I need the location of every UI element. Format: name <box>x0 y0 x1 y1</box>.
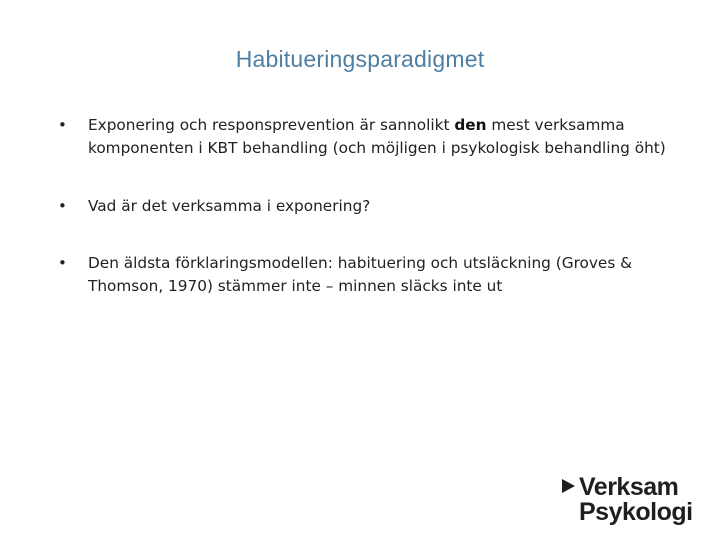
slide-title: Habitueringsparadigmet <box>235 46 485 72</box>
bullet-text-part: mest verksamma komponenten i KBT behandling (och möjligen i psykologisk behandling öht) <box>88 116 666 157</box>
bullet-item-forklaringsmodell <box>58 252 678 298</box>
bullet-text: Vad är det verksamma i exponering? <box>88 197 371 215</box>
logo-text-line1: Verksam <box>579 473 679 501</box>
bullet-marker: • <box>58 116 67 134</box>
bullet-list <box>58 114 678 298</box>
bullet-text-part: Exponering och responsprevention är sannolikt <box>88 116 455 134</box>
bullet-text: Den äldsta förklaringsmodellen: habituering och utsläckning (Groves & Thomson, 1970) stämmer inte – minnen släcks inte ut <box>88 254 633 295</box>
bullet-item-verksamma <box>58 195 678 218</box>
bullet-item-exponering <box>58 114 678 160</box>
verksam-psykologi-logo <box>562 474 712 528</box>
bullet-marker: • <box>58 197 67 215</box>
logo-text-line2: Psykologi <box>579 498 693 526</box>
bullet-marker: • <box>58 254 67 272</box>
play-triangle-icon <box>562 479 575 493</box>
bullet-text-bold: den <box>454 116 487 134</box>
